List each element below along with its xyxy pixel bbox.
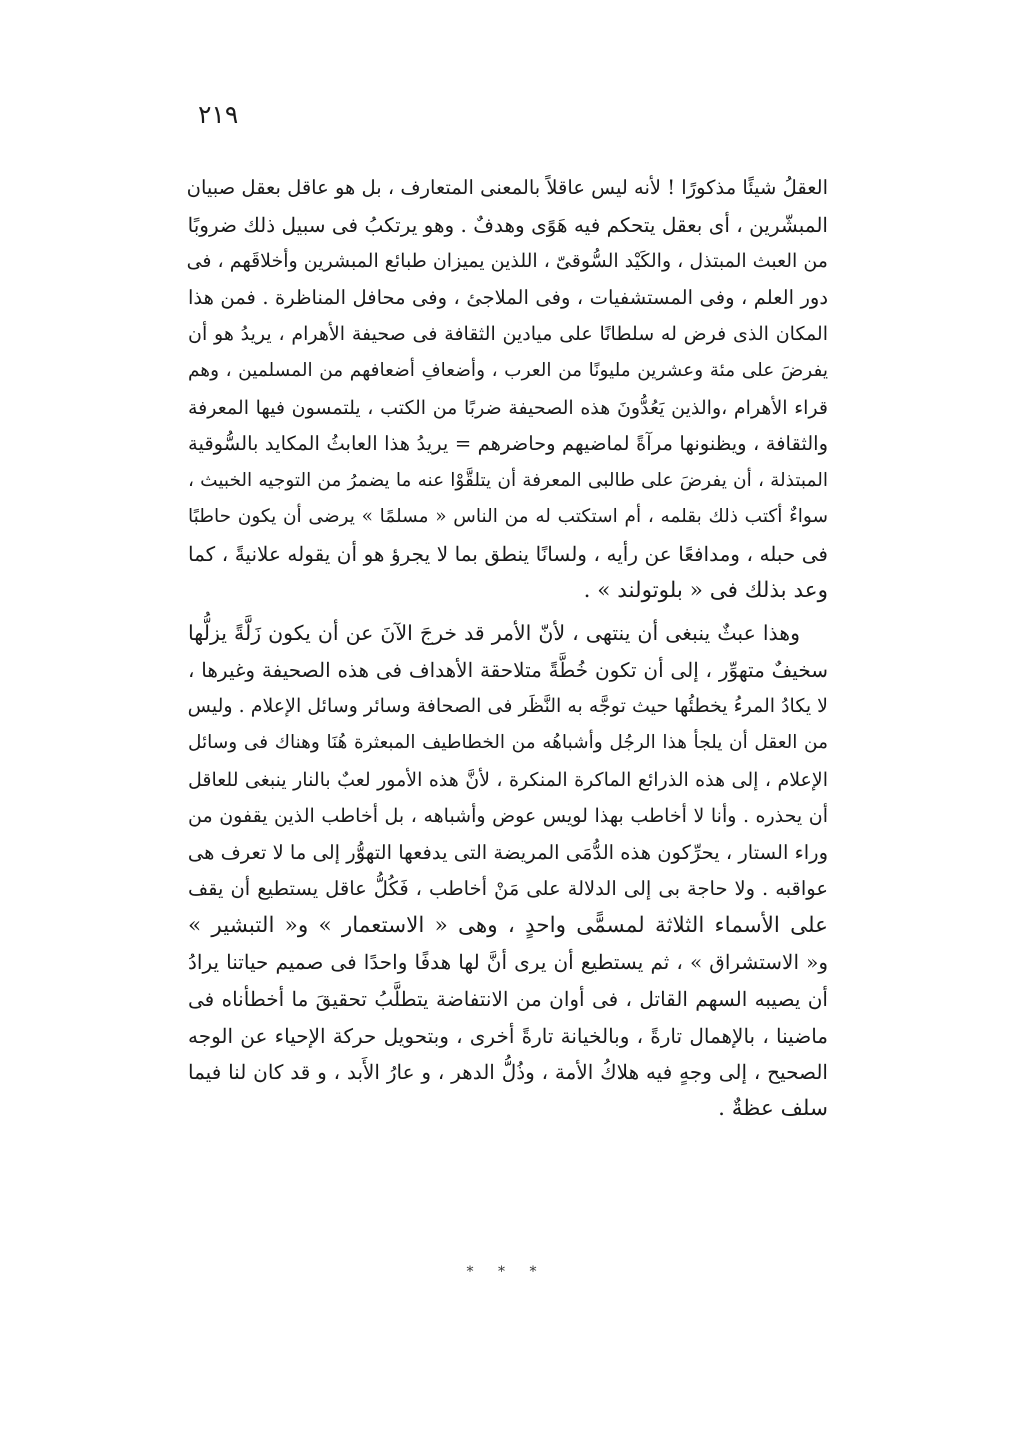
text-line: سلف عظةٌ . [718,1095,828,1121]
text-line: والثقافة ، ويظنونها مرآةً لماضيهم وحاضرهم = يريدُ هذا العابثُ المكايد بالسُّوقية [188,432,828,456]
body-text [188,170,828,1127]
text-line: سواءٌ أكتب ذلك بقلمه ، أم استكتب له من الناس « مسلمًا » يرضى أن يكون حاطبًا [188,506,828,528]
text-line: أن يصيبه السهم القاتل ، فى أوان من الانتفاضة يتطلَّبُ تحقيقَ ما أخطأناه فى [188,987,828,1012]
text-line: لا يكادُ المرءُ يخطئُها حيث توجَّه به النَّظَر فى الصحافة وسائر وسائل الإعلام . وليس [187,695,828,718]
text-line: أن يحذره . وأنا لا أخاطب بهذا لويس عوض وأشباهه ، بل أخاطب الذين يقفون من [188,805,828,828]
paragraph-1 [188,170,828,609]
text-line: العقلُ شيئًا مذكورًا ! لأنه ليس عاقلاً بالمعنى المتعارف ، بل هو عاقل بعقل صبيان [186,176,828,199]
text-line: من العقل أن يلجأ هذا الرجُل وأشباهُه من الخطاطيف المبعثرة هُنَا وهناك فى وسائل [188,731,828,753]
text-line: من العبث المبتذل ، والكَيْد السُّوقىّ ، اللذين يميزان طبائع المبشرين وأخلاقَهم ، فى [186,250,828,273]
section-ornament: * * * [466,1264,547,1280]
paragraph-2 [188,615,828,1127]
text-line: الصحيح ، إلى وجهٍ فيه هلاكُ الأمة ، وذُلُّ الدهر ، و عارُ الأَبد ، و قد كان لنا فيما [188,1060,828,1085]
text-line: سخيفٌ متهوِّر ، إلى أن تكون خُطَّةً متلاحقة الأهداف فى هذه الصحيفة وغيرها ، [188,657,828,682]
text-line: و« الاستشراق » ، ثم يستطيع أن يرى أنَّ لها هدفًا واحدًا فى صميم حياتنا يرادُ [188,950,828,975]
text-line: وهذا عبثٌ ينبغى أن ينتهى ، لأنّ الأمر قد خرجَ الآنَ عن أن يكون زَلَّةً يزلُّها [188,621,800,646]
text-line: على الأسماء الثلاثة لمسمًّى واحدٍ ، وهى « الاستعمار » و« التبشير » [188,912,828,938]
text-line: عواقبه . ولا حاجة بى إلى الدلالة على مَنْ أخاطب ، فَكُلُّ عاقل يستطيع أن يقف [188,877,828,901]
text-line: وعد بذلك فى « بلوتولند » . [583,577,828,603]
text-line: وراء الستار ، يحرِّكون هذه الدُّمَى المريضة التى يدفعها التهوُّر إلى ما لا تعرف هى [187,840,828,864]
text-line: قراء الأهرام ،والذين يَعُدُّونَ هذه الصحيفة ضربًا من الكتب ، يلتمسون فيها المعرفة [188,396,828,419]
text-line: المبتذلة ، أن يفرضَ على طالبى المعرفة أن يتلقَّوْا عنه ما يضمرُ من التوجيه الخبيث ، [188,469,828,491]
text-line: دور العلم ، وفى المستشفيات ، وفى الملاجئ ، وفى محافل المناظرة . فمن هذا [188,285,828,309]
text-line: ماضينا ، بالإهمال تارةً ، وبالخيانة تارةً أخرى ، وبتحويل حركة الإحياء عن الوجه [188,1023,828,1048]
text-line: يفرضَ على مئة وعشرين مليونًا من العرب ، وأضعافِ أضعافهم من المسلمين ، وهم [188,359,828,381]
text-line: المكان الذى فرض له سلطانًا على ميادين الثقافة فى صحيفة الأهرام ، يريدُ هو أن [188,323,828,346]
page-number: ٢١٩ [198,100,239,129]
text-line: فى حبله ، ومدافعًا عن رأيه ، ولسانًا ينطق بما لا يجرؤ هو أن يقوله علانيةً ، كما [188,541,828,566]
text-line: المبشّرين ، أى بعقل يتحكم فيه هَوًى وهدفٌ . وهو يرتكبُ فى سبيل ذلك ضروبًا [187,212,828,237]
text-line: الإعلام ، إلى هذه الذرائع الماكرة المنكرة ، لأنَّ هذه الأمور لعبٌ بالنار ينبغى للعاقل [188,768,828,791]
